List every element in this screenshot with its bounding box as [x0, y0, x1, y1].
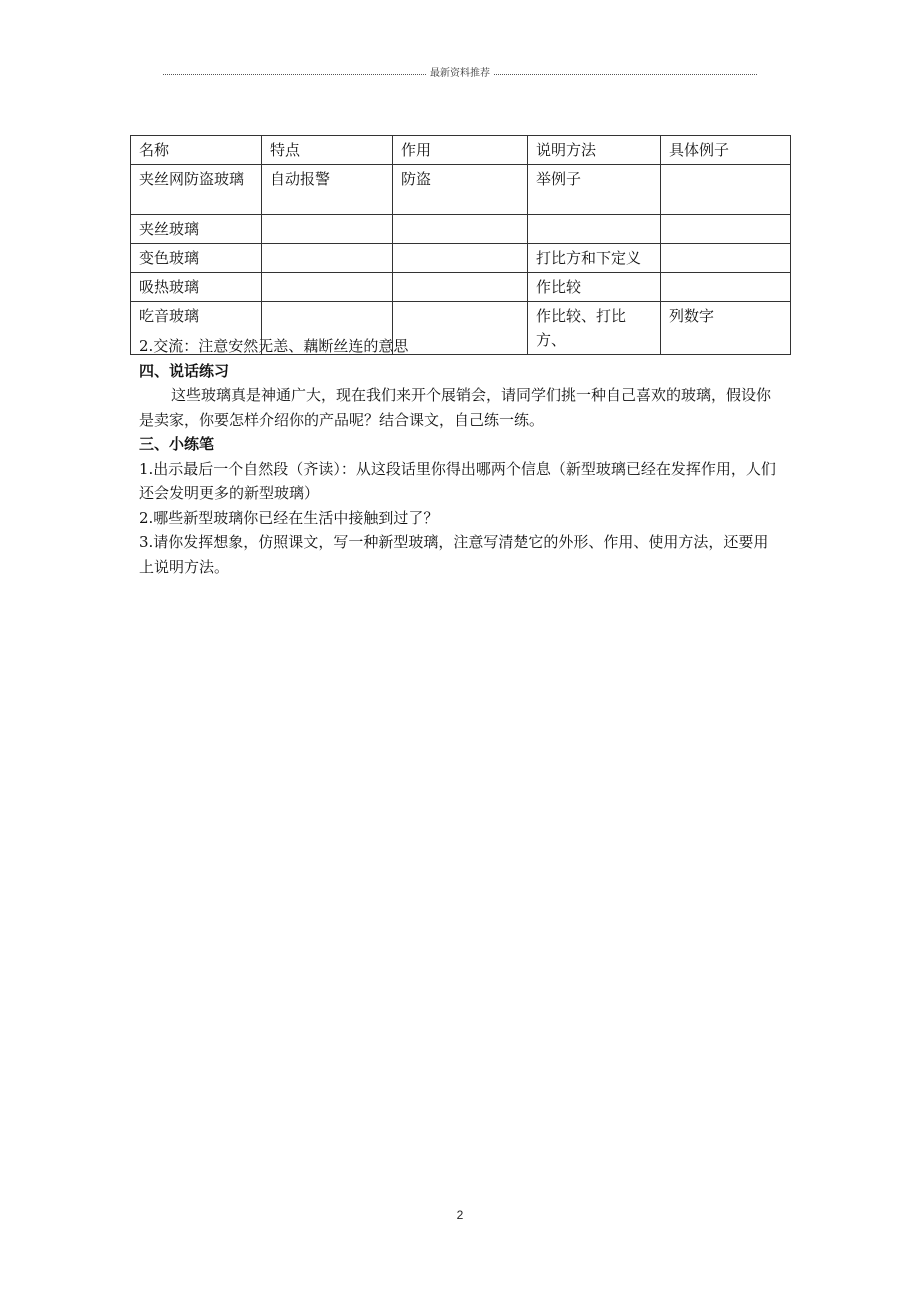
- table-cell: 自动报警: [262, 165, 393, 215]
- table-row: [131, 273, 791, 302]
- table-cell: [393, 244, 528, 273]
- table-cell: [661, 273, 791, 302]
- table-header-row: [131, 136, 791, 165]
- table-cell: 变色玻璃: [131, 244, 262, 273]
- table-cell: 吃音玻璃: [131, 302, 262, 355]
- table-cell: 防盗: [393, 165, 528, 215]
- page-header: [163, 64, 757, 79]
- table-row: [131, 165, 791, 215]
- header-dotted-line-right: [494, 74, 757, 75]
- table-cell: [393, 273, 528, 302]
- lesson-content: [139, 334, 779, 579]
- table-cell: 作比较、打比方、: [528, 302, 661, 355]
- header-cell-function: 作用: [393, 136, 528, 165]
- table-cell: [661, 244, 791, 273]
- section-heading-writing: 三、小练笔: [139, 435, 215, 453]
- table-cell: [393, 215, 528, 244]
- header-cell-feature: 特点: [262, 136, 393, 165]
- section-heading-speaking: 四、说话练习: [139, 361, 230, 380]
- table-cell: 作比较: [528, 273, 661, 302]
- page-number: 2: [456, 1208, 464, 1222]
- writing-question-3: 3.请你发挥想象，仿照课文，写一种新型玻璃，注意写清楚它的外形、作用、使用方法，还要用上说明方法。: [139, 533, 769, 576]
- speaking-paragraph: 这些玻璃真是神通广大，现在我们来开个展销会，请同学们挑一种自己喜欢的玻璃，假设你是卖家，你要怎样介绍你的产品呢？结合课文，自己练一练。: [139, 386, 772, 429]
- header-cell-method: 说明方法: [528, 136, 661, 165]
- table-cell: [661, 165, 791, 215]
- table-cell: 举例子: [528, 165, 661, 215]
- header-title: 最新资料推荐: [430, 68, 490, 79]
- header-cell-name: 名称: [131, 136, 262, 165]
- writing-question-2: 2.哪些新型玻璃你已经在生活中接触到过了？: [139, 508, 439, 527]
- table-row: [131, 244, 791, 273]
- header-cell-example: 具体例子: [661, 136, 791, 165]
- writing-question-1: 1.出示最后一个自然段（齐读）：从这段话里你得出哪两个信息（新型玻璃已经在发挥作用，人们还会发明更多的新型玻璃）: [139, 459, 776, 502]
- header-dotted-line-left: [163, 74, 426, 75]
- table-row: [131, 215, 791, 244]
- table-cell: [262, 273, 393, 302]
- table-cell: [661, 215, 791, 244]
- table-cell: 夹丝网防盗玻璃: [131, 165, 262, 215]
- glass-types-table: [130, 135, 791, 355]
- table-cell: 吸热玻璃: [131, 273, 262, 302]
- table-cell: [528, 215, 661, 244]
- table-cell: 打比方和下定义: [528, 244, 661, 273]
- exchange-paragraph: 2.交流：注意安然无恙、藕断丝连的意思: [139, 337, 409, 355]
- table-cell: [262, 215, 393, 244]
- table-cell: [262, 244, 393, 273]
- table-cell: 夹丝玻璃: [131, 215, 262, 244]
- table-cell: 列数字: [661, 302, 791, 355]
